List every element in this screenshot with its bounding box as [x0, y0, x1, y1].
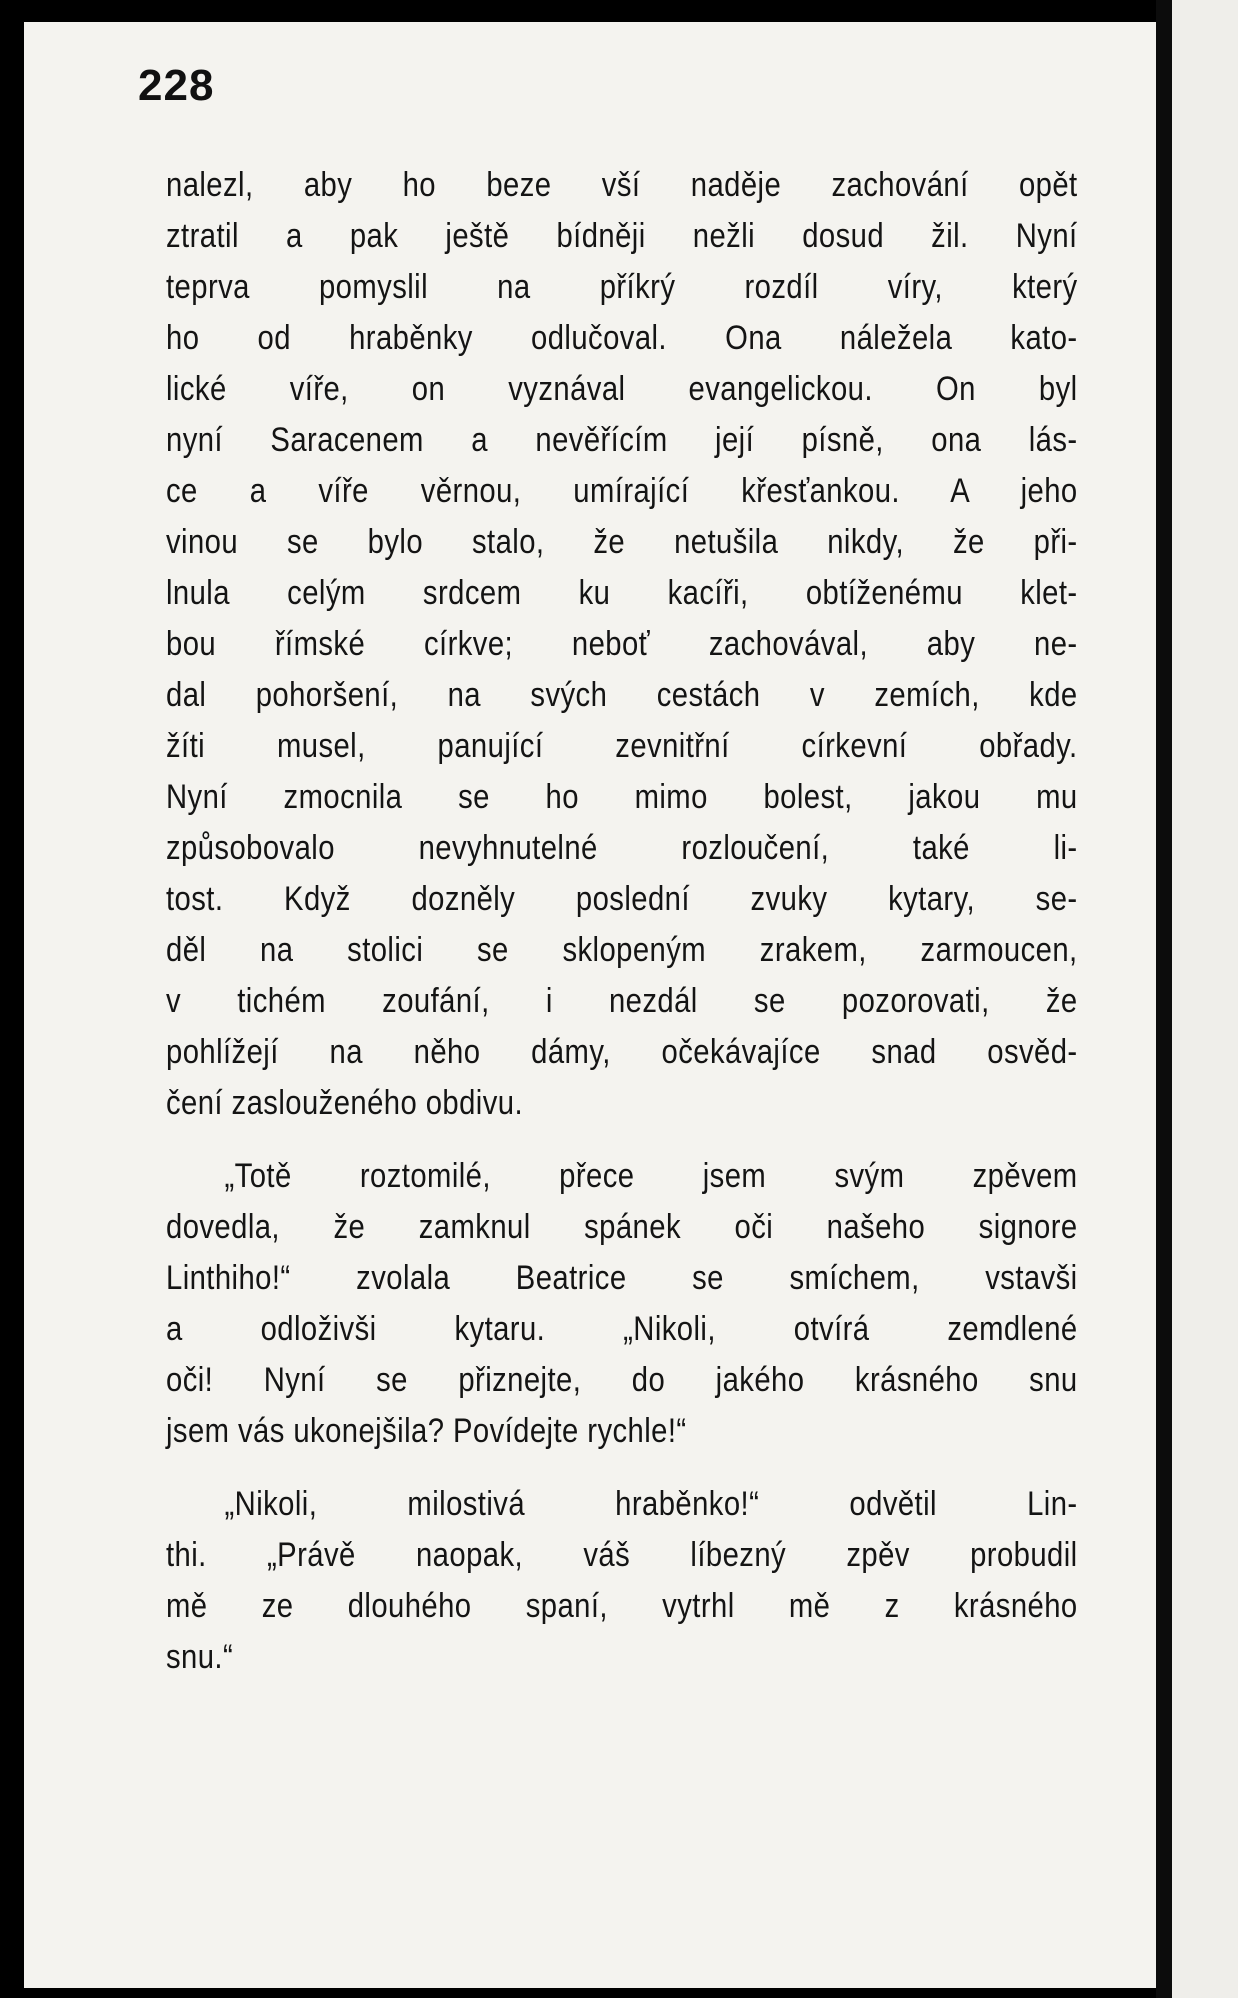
text-line: pohlížejí na něho dámy, očekávajíce snad osvěd-	[166, 1033, 1078, 1071]
paragraph	[166, 1479, 1078, 1683]
text-line: thi. „Právě naopak, váš líbezný zpěv probudil	[166, 1536, 1078, 1574]
text-line: „Nikoli, milostivá hraběnko!“ odvětil Lin-	[224, 1485, 1078, 1523]
page-gutter	[1156, 0, 1172, 1998]
text-line: děl na stolici se sklopeným zrakem, zarmoucen,	[166, 931, 1078, 969]
text-line: ho od hraběnky odlučoval. Ona náležela kato-	[166, 319, 1078, 357]
text-line: Linthiho!“ zvolala Beatrice se smíchem, vstavši	[166, 1259, 1078, 1297]
text-line: vinou se bylo stalo, že netušila nikdy, že při-	[166, 523, 1078, 561]
text-line: bou římské církve; neboť zachovával, aby ne-	[166, 625, 1078, 663]
text-line: tost. Když dozněly poslední zvuky kytary, se-	[166, 880, 1078, 918]
page-number: 228	[138, 61, 215, 110]
text-line: čení zaslouženého obdivu.	[166, 1084, 524, 1122]
text-line: „Totě roztomilé, přece jsem svým zpěvem	[224, 1157, 1078, 1195]
text-line: ztratil a pak ještě bídněji nežli dosud žil. Nyní	[166, 217, 1078, 255]
text-line: a odloživši kytaru. „Nikoli, otvírá zemdlené	[166, 1310, 1078, 1348]
text-line: žíti musel, panující zevnitřní církevní obřady.	[166, 727, 1078, 765]
paragraph	[166, 1151, 1078, 1457]
text-line: dovedla, že zamknul spánek oči našeho signore	[166, 1208, 1078, 1246]
text-line: v tichém zoufání, i nezdál se pozorovati, že	[166, 982, 1078, 1020]
text-line: oči! Nyní se přiznejte, do jakého krásného snu	[166, 1361, 1078, 1399]
text-line: dal pohoršení, na svých cestách v zemích, kde	[166, 676, 1078, 714]
paragraph	[166, 160, 1078, 1129]
body-text	[166, 160, 1078, 1683]
next-page-edge	[1172, 0, 1238, 1998]
text-line: teprva pomyslil na příkrý rozdíl víry, který	[166, 268, 1078, 306]
text-line: Nyní zmocnila se ho mimo bolest, jakou mu	[166, 778, 1078, 816]
text-line: jsem vás ukonejšila? Povídejte rychle!“	[166, 1412, 687, 1450]
text-line: nyní Saracenem a nevěřícím její písně, ona lás-	[166, 421, 1078, 459]
text-line: způsobovalo nevyhnutelné rozloučení, také li-	[166, 829, 1078, 867]
text-line: mě ze dlouhého spaní, vytrhl mě z krásného	[166, 1587, 1078, 1625]
text-line: snu.“	[166, 1638, 234, 1676]
text-line: lnula celým srdcem ku kacíři, obtíženému klet-	[166, 574, 1078, 612]
text-line: lické víře, on vyznával evangelickou. On byl	[166, 370, 1078, 408]
text-line: nalezl, aby ho beze vší naděje zachování opět	[166, 166, 1078, 204]
text-line: ce a víře věrnou, umírající křesťankou. A jeho	[166, 472, 1078, 510]
